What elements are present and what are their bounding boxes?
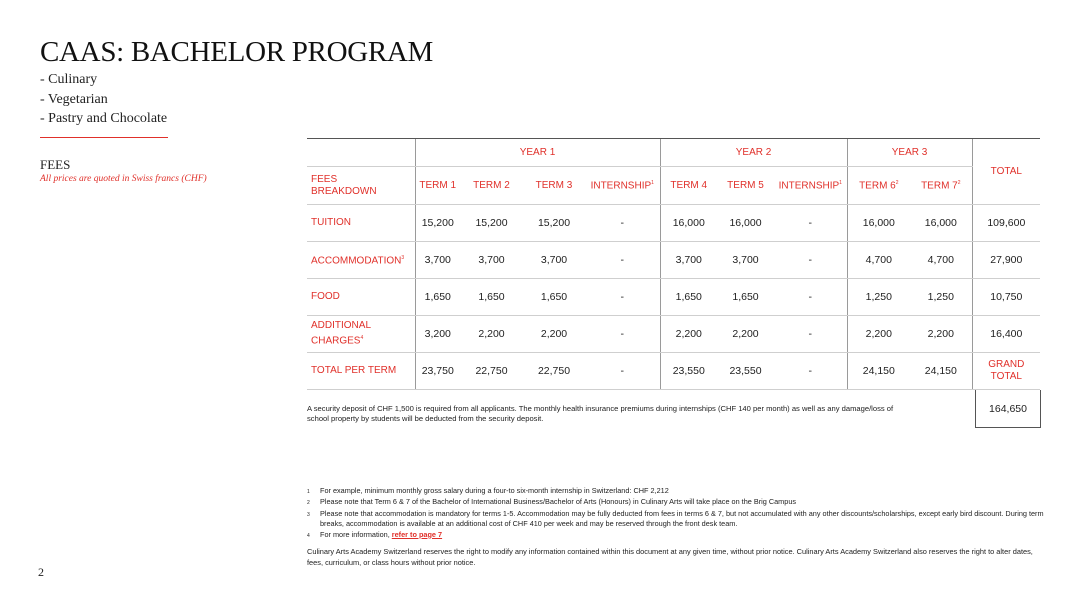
table-cell: 1,650 — [460, 279, 523, 316]
term-3-header: TERM 3 — [523, 167, 585, 205]
table-cell: 1,650 — [415, 279, 460, 316]
table-row — [307, 316, 1040, 353]
table-cell: 22,750 — [523, 353, 585, 390]
term-4-header: TERM 4 — [660, 167, 717, 205]
table-cell: 16,000 — [847, 205, 910, 242]
table-cell: 1,650 — [717, 279, 774, 316]
term-6-label: TERM 6 — [859, 180, 896, 192]
grand-total-text: TOTAL — [990, 371, 1022, 382]
table-cell: 1,250 — [847, 279, 910, 316]
table-cell: - — [585, 279, 660, 316]
row-total: 10,750 — [972, 279, 1040, 316]
table-cell: - — [585, 205, 660, 242]
internship-header — [585, 167, 660, 205]
program-list — [40, 70, 167, 129]
table-cell: 1,650 — [523, 279, 585, 316]
term-header-row — [307, 167, 1040, 205]
page-title: CAAS: BACHELOR PROGRAM — [40, 36, 434, 68]
footnote-text: Please note that accommodation is mandatory for terms 1-5. Accommodation may be fully deducted from fees in terms 6 & 7, but not accumulated with any other discounts/scholarships, except early bird discount. During term breaks, accommodation is available at an additional cost of CHF 410 per week and may be reserved through the front desk team. — [320, 508, 1044, 529]
row-label-text: ACCOMMODATION — [311, 255, 402, 267]
footnote-mark: 4 — [360, 335, 364, 342]
fees-breakdown-label: BREAKDOWN — [311, 185, 377, 197]
grand-total-text: GRAND — [988, 359, 1025, 370]
term-7-label: TERM 7 — [921, 180, 958, 192]
table-cell: 1,650 — [660, 279, 717, 316]
footnote — [307, 530, 1047, 541]
row-label-text: ADDITIONAL — [311, 320, 372, 332]
term-2-header: TERM 2 — [460, 167, 523, 205]
table-cell: 2,200 — [523, 316, 585, 353]
footnote-text: Please note that Term 6 & 7 of the Bachelor of International Business/Bachelor of Arts (Honours) in Culinary Arts will take place on the Brig Campus — [320, 497, 797, 507]
table-row — [307, 353, 1040, 390]
row-label-text: CHARGES — [311, 335, 361, 347]
program-item: - Culinary — [40, 72, 98, 87]
term-5-header: TERM 5 — [717, 167, 774, 205]
footnote — [307, 486, 1047, 497]
program-item: - Pastry and Chocolate — [40, 111, 168, 126]
empty-header-cell — [307, 139, 415, 167]
fees-breakdown-header — [307, 167, 415, 205]
footnote-mark: 2 — [957, 179, 961, 186]
footnote-text: For example, minimum monthly gross salary during a four-to six-month internship in Switzerland: CHF 2,212 — [320, 486, 669, 495]
table-cell: 3,700 — [717, 242, 774, 279]
year-3-header: YEAR 3 — [847, 139, 972, 167]
year-1-header: YEAR 1 — [415, 139, 660, 167]
term-7-header — [910, 167, 972, 205]
footnote-mark: 3 — [307, 511, 310, 518]
internship-label: INTERNSHIP — [590, 180, 652, 192]
row-label — [307, 242, 415, 279]
table-cell: 2,200 — [660, 316, 717, 353]
row-total: 109,600 — [972, 205, 1040, 242]
term-1-header: TERM 1 — [415, 167, 460, 205]
row-total: 27,900 — [972, 242, 1040, 279]
table-cell: 4,700 — [847, 242, 910, 279]
internship-label: INTERNSHIP — [778, 180, 840, 192]
table-cell: 16,000 — [717, 205, 774, 242]
table-cell: - — [585, 353, 660, 390]
disclaimer: Culinary Arts Academy Switzerland reserves the right to modify any information contained within this document at any given time, without prior notice. Culinary Arts Academy Switzerland also reserves the right to alter dates, fees, curriculum, or class hours without prior notice. — [307, 547, 1033, 567]
table-cell: 4,700 — [910, 242, 972, 279]
page-number: 2 — [38, 565, 44, 579]
table-cell: 3,700 — [523, 242, 585, 279]
fees-table — [307, 138, 1040, 390]
row-label — [307, 316, 415, 353]
table-cell: - — [774, 279, 847, 316]
row-label: TUITION — [307, 205, 415, 242]
table-cell: 15,200 — [523, 205, 585, 242]
footnote — [307, 497, 1047, 508]
footnote-mark: 4 — [307, 532, 310, 539]
table-cell: 23,750 — [415, 353, 460, 390]
table-cell: 23,550 — [717, 353, 774, 390]
footnote-mark: 1 — [839, 179, 842, 186]
table-cell: 24,150 — [847, 353, 910, 390]
footnotes — [307, 486, 1047, 541]
row-label: FOOD — [307, 279, 415, 316]
table-cell: - — [774, 242, 847, 279]
table-cell: 3,700 — [460, 242, 523, 279]
program-item: - Vegetarian — [40, 91, 108, 107]
footnote-mark: 2 — [307, 500, 310, 507]
grand-total-label — [972, 353, 1040, 390]
grand-total-value: 164,650 — [975, 390, 1041, 428]
footnote-mark: 1 — [651, 179, 654, 186]
table-cell: - — [774, 205, 847, 242]
refer-to-page-link[interactable]: refer to page 7 — [391, 529, 443, 539]
table-row — [307, 242, 1040, 279]
table-cell: 2,200 — [847, 316, 910, 353]
divider — [40, 137, 168, 138]
footnote-mark: 2 — [895, 179, 899, 186]
term-6-header — [847, 167, 910, 205]
table-cell: 23,550 — [660, 353, 717, 390]
fees-breakdown-label: FEES — [311, 173, 338, 185]
footnote-mark: 1 — [307, 489, 310, 495]
table-cell: 1,250 — [910, 279, 972, 316]
table-cell: 22,750 — [460, 353, 523, 390]
footnote-mark: 3 — [401, 255, 405, 262]
table-cell: - — [585, 316, 660, 353]
table-cell: 15,200 — [460, 205, 523, 242]
table-cell: 2,200 — [460, 316, 523, 353]
year-header-row — [307, 139, 1040, 167]
table-row — [307, 205, 1040, 242]
table-cell: 2,200 — [717, 316, 774, 353]
internship-header — [774, 167, 847, 205]
footnote — [307, 509, 1047, 530]
table-cell: 24,150 — [910, 353, 972, 390]
table-cell: 3,200 — [415, 316, 460, 353]
table-cell: 16,000 — [910, 205, 972, 242]
total-header: TOTAL — [972, 139, 1040, 205]
deposit-note: A security deposit of CHF 1,500 is required from all applicants. The monthly health insurance premiums during internships (CHF 140 per month) as well as any damage/loss of school property by students will be deducted from the security deposit. — [307, 404, 894, 423]
year-2-header: YEAR 2 — [660, 139, 847, 167]
table-cell: 15,200 — [415, 205, 460, 242]
currency-note: All prices are quoted in Swiss francs (CHF) — [40, 174, 207, 184]
footnote-text: For more information, — [320, 529, 390, 539]
table-cell: 3,700 — [415, 242, 460, 279]
fees-heading: FEES — [40, 157, 71, 172]
table-row — [307, 279, 1040, 316]
table-cell: 16,000 — [660, 205, 717, 242]
table-cell: 3,700 — [660, 242, 717, 279]
footnote-text-wrap — [320, 530, 1047, 541]
table-cell: - — [774, 316, 847, 353]
table-cell: - — [774, 353, 847, 390]
row-label: TOTAL PER TERM — [307, 353, 415, 390]
table-cell: - — [585, 242, 660, 279]
table-cell: 2,200 — [910, 316, 972, 353]
row-total: 16,400 — [972, 316, 1040, 353]
